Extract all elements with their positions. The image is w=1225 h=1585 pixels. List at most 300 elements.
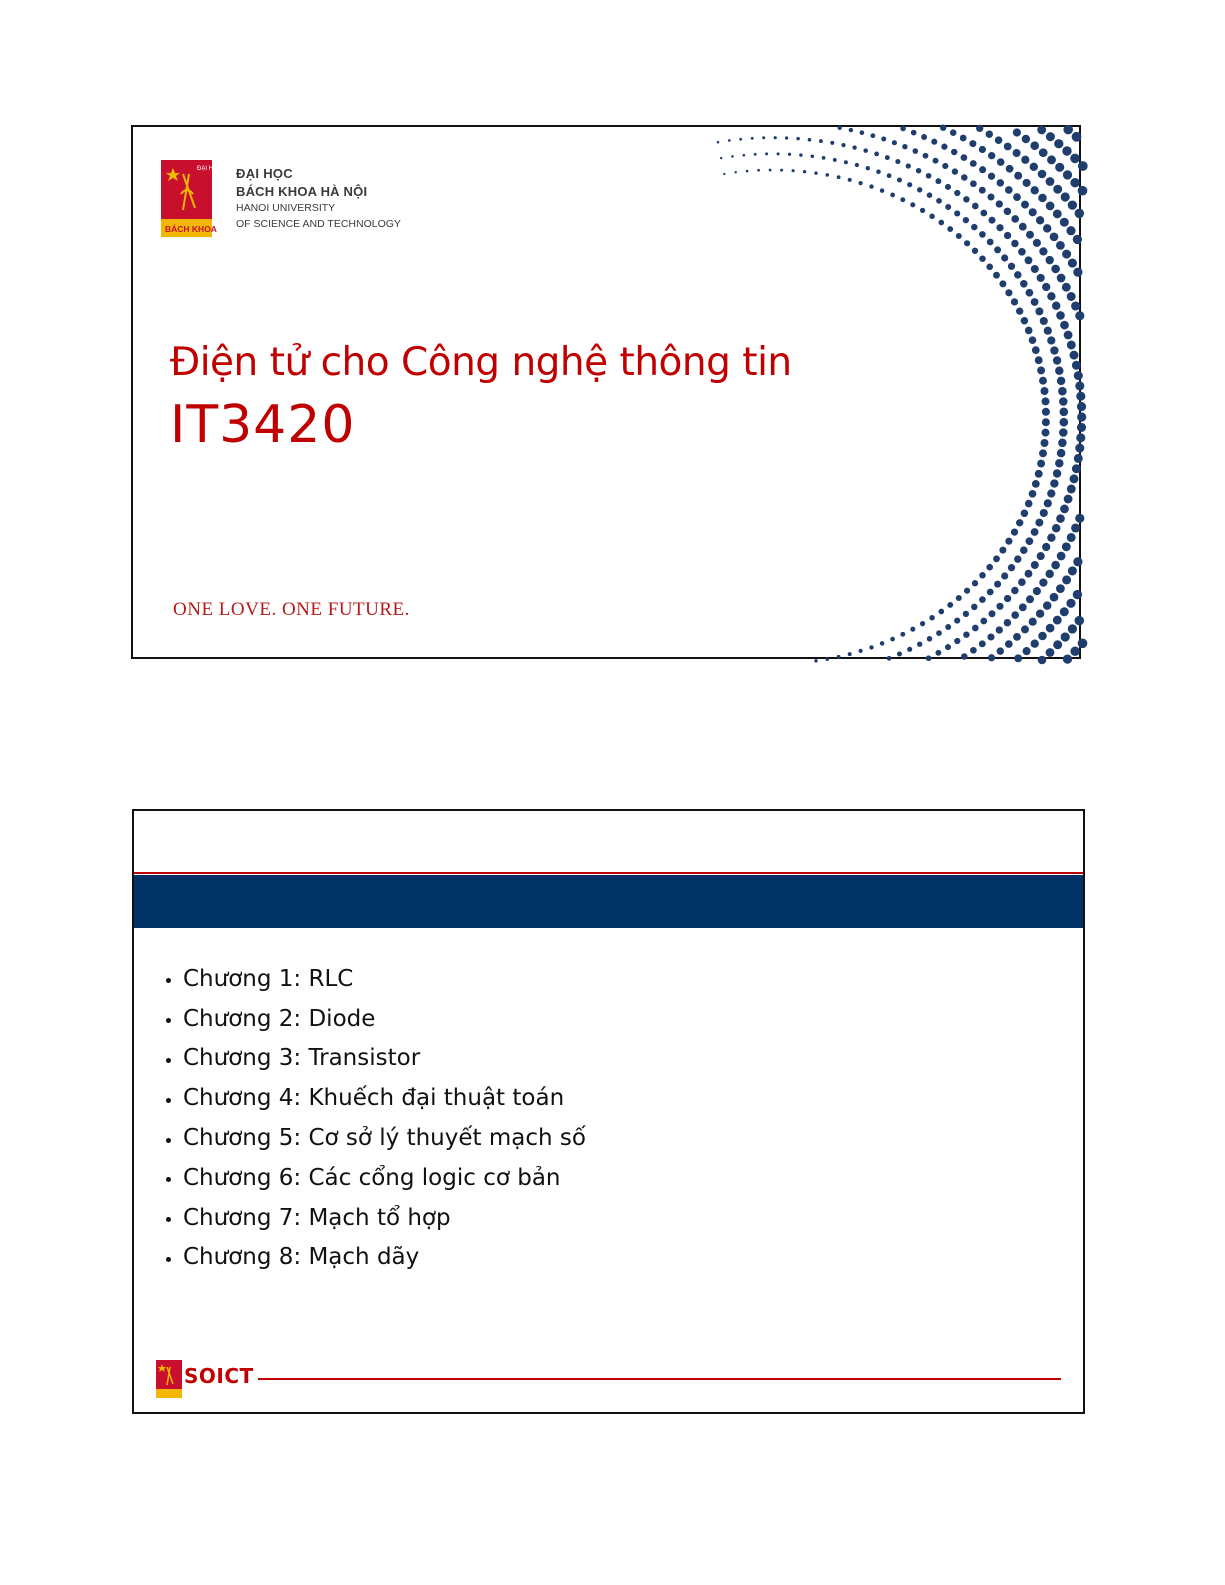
decorative-dot	[1057, 449, 1066, 458]
decorative-dot	[838, 126, 842, 130]
decorative-dot	[869, 645, 873, 649]
decorative-dot	[996, 626, 1003, 633]
decorative-dot	[1067, 292, 1076, 301]
decorative-dot	[979, 187, 986, 194]
decorative-dot	[825, 657, 829, 661]
decorative-dot	[1066, 226, 1075, 235]
decorative-dot	[1038, 170, 1047, 179]
decorative-dot	[1040, 509, 1048, 517]
decorative-dot	[1073, 590, 1082, 599]
decorative-dot	[1042, 418, 1050, 426]
decorative-dot	[1053, 185, 1062, 194]
decorative-dot	[900, 632, 905, 637]
decorative-dot	[987, 193, 994, 200]
decorative-dot	[1014, 271, 1021, 278]
decorative-dot	[995, 136, 1003, 144]
decorative-dot	[963, 611, 969, 617]
decorative-dot	[935, 178, 941, 184]
decorative-dot	[1063, 125, 1073, 135]
decorative-dot	[1042, 543, 1050, 551]
decorative-dot	[963, 217, 969, 223]
decorative-dot	[952, 168, 958, 174]
decorative-dot	[897, 652, 902, 657]
decorative-dot	[1016, 308, 1023, 315]
decorative-dot	[1039, 449, 1047, 457]
decorative-dot	[1039, 578, 1047, 586]
list-item	[166, 999, 586, 1039]
decorative-dot	[1047, 155, 1056, 164]
decorative-dot	[1072, 464, 1081, 473]
decorative-dot	[1001, 254, 1008, 261]
decorative-dot	[963, 631, 969, 637]
decorative-dot	[837, 655, 841, 659]
decorative-dot	[1019, 603, 1027, 611]
decorative-dot	[956, 233, 962, 239]
decorative-dot	[1068, 200, 1077, 209]
decorative-dot	[993, 272, 1000, 279]
decorative-dot	[1060, 505, 1069, 514]
decorative-dot	[1026, 289, 1034, 297]
decorative-dot	[734, 171, 736, 173]
decorative-dot	[1014, 172, 1022, 180]
decorative-dot	[1047, 292, 1055, 300]
decorative-dot	[1044, 327, 1052, 335]
decorative-dot	[1039, 148, 1048, 157]
decorative-dot	[1021, 201, 1029, 209]
decorative-dot	[988, 152, 995, 159]
decorative-dot	[1004, 208, 1011, 215]
decorative-dot	[950, 129, 957, 136]
decorative-dot	[1053, 356, 1061, 364]
decorative-dot	[961, 653, 968, 660]
decorative-dot	[887, 656, 892, 661]
decorative-dot	[1011, 215, 1019, 223]
list-item	[166, 1078, 586, 1118]
decorative-dot	[999, 280, 1006, 287]
decorative-dot	[863, 148, 868, 153]
decorative-dot	[1005, 538, 1012, 545]
decorative-dot	[855, 163, 859, 167]
decorative-dot	[1035, 356, 1043, 364]
slogan: ONE LOVE. ONE FUTURE.	[173, 599, 410, 620]
decorative-dot	[972, 625, 979, 632]
decorative-dot	[1078, 161, 1088, 171]
decorative-dot	[723, 173, 725, 175]
decorative-dot	[1066, 599, 1075, 608]
decorative-dot	[1070, 178, 1080, 188]
decorative-dot	[980, 210, 987, 217]
decorative-dot	[1039, 247, 1047, 255]
decorative-dot	[1041, 387, 1049, 395]
decorative-dot	[913, 148, 919, 154]
decorative-dot	[1071, 523, 1080, 532]
decorative-dot	[1057, 552, 1066, 561]
course-title: Điện tử cho Công nghệ thông tin	[170, 340, 792, 385]
decorative-dot	[1060, 418, 1069, 427]
decorative-dot	[1037, 460, 1045, 468]
university-logo	[161, 160, 223, 237]
decorative-dot	[954, 618, 960, 624]
decorative-dot	[926, 655, 932, 661]
decorative-dot	[986, 130, 993, 137]
decorative-dot	[1050, 232, 1059, 241]
decorative-dot	[1064, 331, 1073, 340]
decorative-dot	[1025, 256, 1033, 264]
decorative-dot	[1074, 371, 1083, 380]
decorative-dot	[999, 547, 1006, 554]
chapter-label: Chương 4: Khuếch đại thuật toán	[183, 1085, 565, 1112]
decorative-dot	[907, 182, 912, 187]
decorative-dot	[796, 137, 800, 141]
decorative-dot	[859, 649, 863, 653]
decorative-dot	[945, 644, 951, 650]
decorative-dot	[931, 139, 937, 145]
university-line-4: OF SCIENCE AND TECHNOLOGY	[236, 217, 401, 230]
decorative-dot	[1013, 128, 1021, 136]
decorative-dot	[1046, 648, 1055, 657]
decorative-dot	[947, 602, 953, 608]
decorative-dot	[900, 126, 906, 132]
title-slide	[131, 125, 1081, 659]
decorative-dot	[874, 152, 879, 157]
decorative-dot	[979, 146, 986, 153]
decorative-dot	[1029, 490, 1037, 498]
decorative-dot	[876, 169, 881, 174]
decorative-dot	[987, 589, 994, 596]
decorative-dot	[927, 192, 933, 198]
decorative-dot	[1060, 408, 1069, 417]
decorative-dot	[987, 633, 994, 640]
decorative-dot	[769, 169, 772, 172]
decorative-dot	[833, 158, 837, 162]
list-item	[166, 1158, 586, 1198]
decorative-dot	[757, 169, 760, 172]
decorative-dot	[1073, 235, 1082, 244]
decorative-dot	[860, 130, 865, 135]
decorative-dot	[988, 654, 995, 661]
decorative-dot	[844, 160, 848, 164]
decorative-dot	[739, 138, 742, 141]
decorative-dot	[1077, 423, 1086, 432]
decorative-dot	[742, 154, 745, 157]
decorative-dot	[830, 141, 834, 145]
decorative-dot	[996, 224, 1003, 231]
decorative-dot	[1058, 439, 1067, 448]
decorative-dot	[917, 642, 922, 647]
decorative-dot	[972, 580, 978, 586]
decorative-dot	[1004, 232, 1011, 239]
decorative-dot	[1067, 341, 1076, 350]
decorative-dot	[911, 130, 917, 136]
decorative-dot	[1037, 125, 1046, 134]
decorative-dot	[1037, 274, 1045, 282]
decorative-dot	[1045, 570, 1053, 578]
decorative-dot	[935, 650, 941, 656]
decorative-dot	[954, 638, 960, 644]
decorative-dot	[880, 188, 885, 193]
decorative-dot	[852, 145, 856, 149]
decorative-dot	[970, 160, 977, 167]
decorative-dot	[1077, 402, 1086, 411]
header-band	[134, 875, 1083, 928]
decorative-dot	[1062, 542, 1071, 551]
university-line-1: ĐẠI HỌC	[236, 166, 293, 181]
outline-slide	[132, 809, 1085, 1414]
decorative-dot	[1057, 377, 1066, 386]
decorative-dot	[979, 572, 986, 579]
decorative-dot	[1073, 557, 1082, 566]
decorative-dot	[1056, 514, 1065, 523]
bullet-icon	[166, 1217, 171, 1222]
decorative-dot	[1070, 154, 1080, 164]
decorative-dot	[1029, 336, 1037, 344]
decorative-dot	[1053, 616, 1062, 625]
decorative-dot	[1037, 552, 1045, 560]
decorative-dot	[1052, 302, 1061, 311]
decorative-dot	[1004, 595, 1011, 602]
decorative-dot	[1031, 265, 1039, 273]
decorative-dot	[941, 144, 947, 150]
decorative-dot	[916, 168, 922, 174]
decorative-dot	[920, 621, 925, 626]
decorative-dot	[1075, 311, 1084, 320]
decorative-dot	[1063, 170, 1072, 179]
decorative-dot	[907, 647, 912, 652]
decorative-dot	[1068, 566, 1077, 575]
decorative-dot	[1070, 647, 1080, 657]
decorative-dot	[1026, 595, 1034, 603]
decorative-dot	[994, 581, 1001, 588]
decorative-dot	[1053, 469, 1061, 477]
chapter-label: Chương 5: Cơ sở lý thuyết mạch số	[183, 1125, 586, 1152]
decorative-dot	[1021, 156, 1029, 164]
decorative-dot	[1051, 561, 1060, 570]
decorative-dot	[996, 603, 1003, 610]
decorative-dot	[902, 144, 907, 149]
decorative-dot	[1057, 274, 1066, 283]
list-item	[166, 1039, 586, 1079]
list-item	[166, 1238, 586, 1278]
decorative-dot	[1042, 408, 1050, 416]
decorative-dot	[1021, 625, 1029, 633]
decorative-dot	[987, 239, 994, 246]
decorative-dot	[1075, 616, 1085, 626]
decorative-dot	[1056, 584, 1065, 593]
decorative-dot	[1023, 647, 1031, 655]
chapter-label: Chương 8: Mạch dãy	[183, 1244, 420, 1271]
decorative-dot	[979, 231, 986, 238]
decorative-dot	[1026, 537, 1034, 545]
decorative-dot	[1033, 587, 1041, 595]
decorative-dot	[961, 154, 968, 161]
decorative-dot	[1011, 528, 1018, 535]
decorative-dot	[881, 137, 886, 142]
decorative-dot	[1055, 459, 1063, 467]
decorative-dot	[993, 555, 1000, 562]
decorative-dot	[996, 200, 1003, 207]
decorative-dot	[1043, 601, 1052, 610]
decorative-dot	[1018, 248, 1026, 256]
decorative-dot	[1020, 546, 1028, 554]
header-red-rule	[134, 872, 1083, 874]
decorative-dot	[926, 173, 932, 179]
decorative-dot	[1061, 192, 1070, 201]
decorative-dot	[1023, 179, 1031, 187]
decorative-dot	[1033, 239, 1041, 247]
logo-top-text: ĐẠI HỌC	[197, 166, 223, 172]
decorative-dot	[1075, 381, 1084, 390]
decorative-dot	[811, 155, 815, 159]
decorative-dot	[1047, 336, 1055, 344]
decorative-dot	[885, 155, 890, 160]
decorative-dot	[1077, 412, 1086, 421]
decorative-dot	[1014, 555, 1021, 562]
bullet-icon	[166, 978, 171, 983]
decorative-dot	[1062, 146, 1071, 155]
decorative-dot	[728, 139, 731, 142]
chapter-label: Chương 3: Transistor	[183, 1045, 421, 1072]
decorative-dot	[1053, 640, 1062, 649]
decorative-dot	[1025, 327, 1033, 335]
decorative-dot	[1061, 632, 1070, 641]
decorative-dot	[780, 169, 783, 172]
decorative-dot	[887, 173, 892, 178]
decorative-dot	[1075, 444, 1084, 453]
decorative-dot	[938, 220, 944, 226]
decorative-dot	[972, 248, 978, 254]
university-line-2: BÁCH KHOA HÀ NỘI	[236, 184, 368, 199]
footer-logo	[156, 1360, 182, 1398]
decorative-dot	[1054, 139, 1063, 148]
decorative-dot	[808, 138, 812, 142]
decorative-dot	[979, 640, 986, 647]
decorative-dot	[892, 140, 897, 145]
decorative-dot	[970, 180, 977, 187]
decorative-dot	[765, 152, 768, 155]
decorative-dot	[1046, 132, 1055, 141]
decorative-dot	[1067, 485, 1076, 494]
decorative-dot	[969, 140, 976, 147]
decorative-dot	[1074, 454, 1083, 463]
decorative-dot	[929, 615, 934, 620]
bullet-icon	[166, 1177, 171, 1182]
decorative-dot	[1059, 428, 1068, 437]
logo-bottom-text: BÁCH KHOA	[165, 224, 217, 234]
decorative-dot	[1001, 572, 1008, 579]
decorative-dot	[997, 179, 1004, 186]
decorative-dot	[997, 647, 1004, 654]
decorative-dot	[897, 178, 902, 183]
decorative-dot	[1059, 397, 1068, 406]
decorative-dot	[1016, 519, 1023, 526]
decorative-dot	[1050, 346, 1058, 354]
decorative-dot	[910, 627, 915, 632]
chapter-label: Chương 2: Diode	[183, 1005, 376, 1032]
decorative-dot	[1068, 624, 1077, 633]
decorative-dot	[933, 158, 939, 164]
decorative-dot	[921, 134, 927, 140]
decorative-dot	[1005, 640, 1013, 648]
decorative-dot	[942, 163, 948, 169]
decorative-dot	[1008, 263, 1015, 270]
decorative-dot	[1075, 514, 1084, 523]
decorative-dot	[1078, 186, 1088, 196]
decorative-dot	[976, 125, 983, 132]
decorative-dot	[1053, 209, 1062, 218]
decorative-dot	[1029, 618, 1037, 626]
decorative-dot	[938, 609, 944, 615]
decorative-dot	[947, 226, 953, 232]
list-item	[166, 1198, 586, 1238]
decorative-dot	[1031, 186, 1039, 194]
decorative-dot	[1020, 280, 1028, 288]
decorative-dot	[1046, 624, 1055, 633]
decorative-dot	[1056, 241, 1065, 250]
decorative-dot	[917, 187, 922, 192]
decorative-dot	[890, 193, 895, 198]
decorative-dot	[1056, 311, 1065, 320]
footer-red-rule	[258, 1378, 1061, 1380]
decorative-dot	[956, 595, 962, 601]
decorative-dot	[1035, 519, 1043, 527]
decorative-dot	[825, 173, 829, 177]
decorative-dot	[1075, 209, 1085, 219]
decorative-dot	[895, 159, 900, 164]
decorative-dot	[954, 210, 960, 216]
decorative-dot	[803, 170, 806, 173]
decorative-dot	[1076, 433, 1085, 442]
decorative-dot	[754, 153, 757, 156]
list-item	[166, 959, 586, 999]
decorative-dot	[1035, 470, 1043, 478]
decorative-dot	[1046, 177, 1055, 186]
decorative-dot	[1004, 143, 1012, 151]
decorative-dot	[1060, 321, 1069, 330]
decorative-dot	[1072, 361, 1081, 370]
decorative-dot	[979, 596, 986, 603]
decorative-dot	[799, 153, 802, 156]
decorative-dot	[1029, 208, 1037, 216]
decorative-dot	[751, 137, 754, 140]
decorative-dot	[1011, 240, 1019, 248]
decorative-dot	[1013, 633, 1021, 641]
decorative-dot	[848, 652, 852, 656]
chapter-label: Chương 6: Các cổng logic cơ bản	[183, 1164, 561, 1191]
decorative-dot	[1051, 265, 1060, 274]
decorative-dot	[1019, 223, 1027, 231]
footer-brand: SOICT	[184, 1364, 254, 1388]
decorative-dot	[1006, 165, 1014, 173]
decorative-dot	[960, 135, 967, 142]
decorative-dot	[929, 214, 934, 219]
decorative-dot	[1032, 480, 1040, 488]
decorative-dot	[890, 637, 895, 642]
decorative-dot	[1062, 283, 1071, 292]
decorative-dot	[1025, 500, 1033, 508]
decorative-dot	[1005, 289, 1012, 296]
decorative-dot	[1031, 298, 1039, 306]
decorative-dot	[869, 184, 873, 188]
decorative-dot	[1038, 656, 1047, 665]
decorative-dot	[777, 152, 780, 155]
decorative-dot	[997, 158, 1005, 166]
decorative-dot	[945, 624, 951, 630]
decorative-dot	[814, 171, 817, 174]
university-line-3: HANOI UNIVERSITY	[236, 202, 336, 214]
decorative-dot	[906, 163, 911, 168]
decorative-dot	[1060, 218, 1069, 227]
decorative-dot	[1021, 317, 1029, 325]
